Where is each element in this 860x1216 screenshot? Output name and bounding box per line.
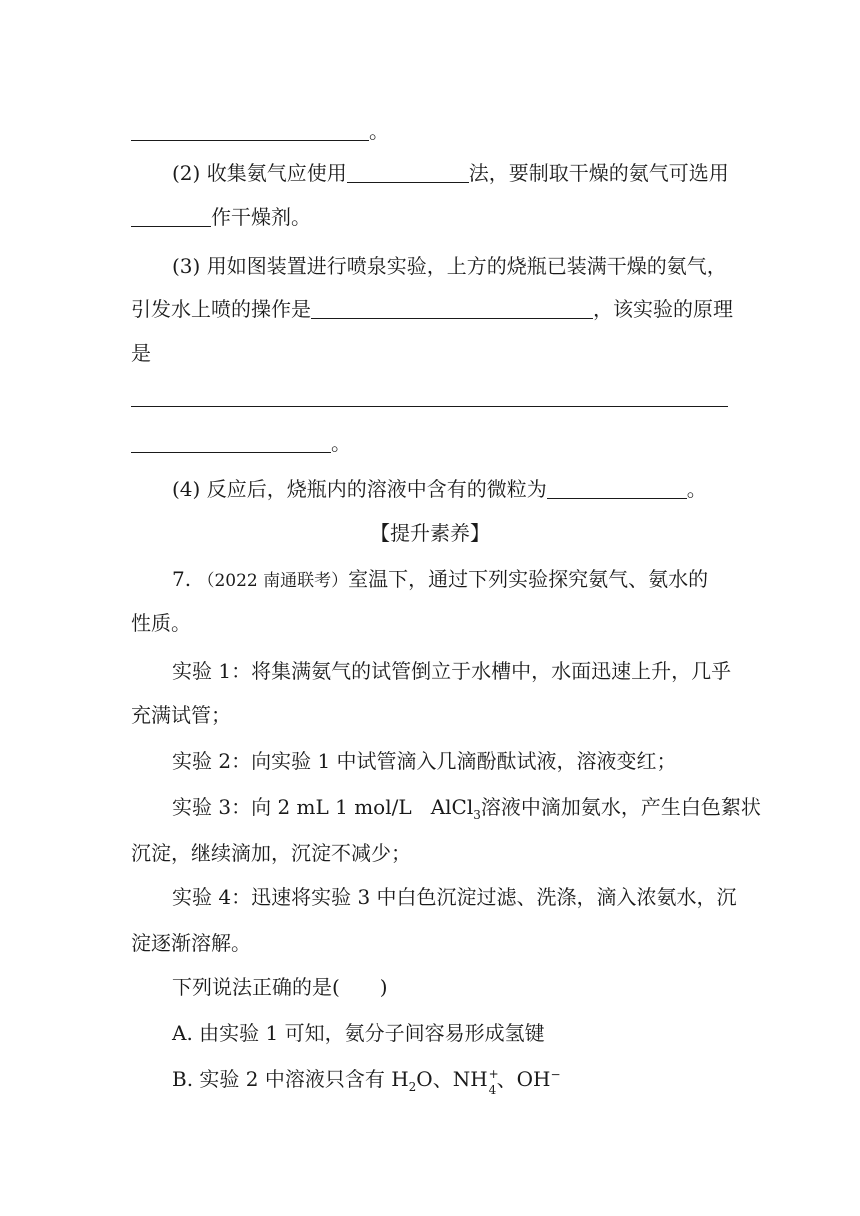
text: 用如图装置进行喷泉实验，上方的烧瓶已装满干燥的氨气， [206, 254, 727, 278]
part-number: (4) [172, 477, 201, 501]
experiment-4 [172, 884, 737, 910]
blank [547, 478, 687, 499]
subscript: 3 [473, 808, 481, 822]
text: 沉淀，继续滴加，沉淀不减少； [131, 841, 411, 865]
question-part-3 [172, 253, 727, 279]
option-b [172, 1066, 561, 1097]
text: 、OH [496, 1067, 551, 1091]
answer-line-short [131, 430, 351, 456]
text: 收集氨气应使用 [206, 161, 347, 185]
text: 实验 3：向 2 mL 1 mol/L [172, 795, 412, 819]
text: 法，要制取干燥的氨气可选用 [468, 161, 729, 185]
text: B. 实验 2 中溶液只含有 H [172, 1067, 409, 1091]
question-part-4 [172, 476, 707, 502]
text: ，该实验的原理 [593, 297, 733, 321]
text: 引发水上喷的操作是 [131, 297, 311, 321]
answer-line-long [131, 384, 728, 410]
blank [347, 162, 469, 183]
question-part-2-cont [131, 204, 311, 230]
experiment-3-cont [131, 840, 411, 866]
question-7 [172, 566, 708, 594]
question-prompt [172, 974, 388, 1000]
experiment-2 [172, 748, 677, 774]
text: 实验 1：将集满氨气的试管倒立于水槽中，水面迅速上升，几乎 [172, 659, 732, 683]
formula: AlCl [430, 795, 474, 819]
experiment-1 [172, 658, 731, 684]
question-part-3-line3 [131, 340, 151, 366]
experiment-1-cont [131, 702, 231, 728]
text: 淀逐渐溶解。 [131, 931, 251, 955]
section-title [0, 520, 860, 546]
question-part-3-line2 [131, 296, 733, 322]
text: 室温下，通过下列实验探究氨气、氨水的 [348, 567, 709, 591]
part-number: (3) [172, 254, 201, 278]
part-number: (2) [172, 161, 201, 185]
text: 是 [131, 341, 151, 365]
question-part-2 [172, 160, 729, 186]
section-title-text: 【提升素养】 [370, 521, 490, 545]
blank [311, 298, 593, 319]
blank [131, 206, 211, 227]
blank [131, 386, 728, 407]
text: A. 由实验 1 可知，氨分子间容易形成氢键 [172, 1021, 545, 1045]
blank [131, 432, 331, 453]
answer-line-1 [131, 118, 389, 144]
text: 充满试管； [131, 703, 231, 727]
text: O、NH [416, 1067, 488, 1091]
text: 性质。 [131, 611, 191, 635]
question-7-cont [131, 610, 191, 636]
period: 。 [686, 477, 707, 501]
text: 反应后，烧瓶内的溶液中含有的微粒为 [206, 477, 547, 501]
question-source: （2022 南通联考） [197, 571, 349, 591]
blank [131, 120, 369, 141]
text: 作干燥剂。 [211, 205, 311, 229]
experiment-3 [172, 794, 761, 820]
text: 溶液中滴加氨水，产生白色絮状 [480, 795, 761, 819]
text: 下列说法正确的是( ) [172, 975, 388, 999]
ammonium-charge: + 4 [488, 1067, 499, 1097]
question-number: 7. [172, 567, 192, 591]
option-a [172, 1020, 545, 1046]
superscript: − [550, 1067, 561, 1082]
subscript: 2 [408, 1080, 417, 1094]
text: 实验 2：向实验 1 中试管滴入几滴酚酞试液，溶液变红； [172, 749, 677, 773]
period: 。 [331, 431, 351, 455]
period: 。 [369, 119, 389, 143]
experiment-4-cont [131, 930, 251, 956]
text: 实验 4：迅速将实验 3 中白色沉淀过滤、洗涤，滴入浓氨水，沉 [172, 885, 737, 909]
